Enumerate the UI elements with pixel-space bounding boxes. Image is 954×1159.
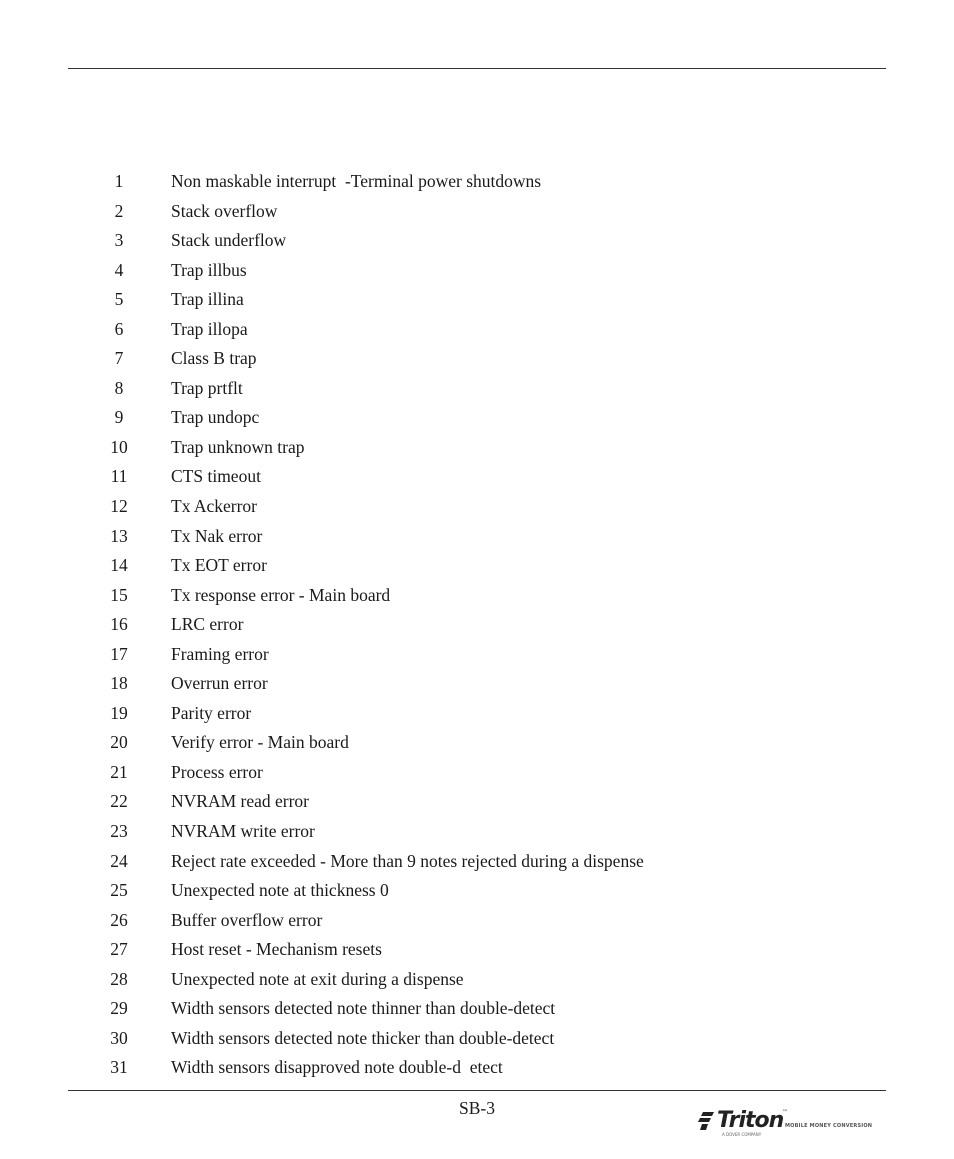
error-code-description: Width sensors disapproved note double-d etect <box>171 1057 503 1078</box>
error-code-number: 11 <box>110 466 128 487</box>
header-rule <box>68 68 886 69</box>
error-code-description: Unexpected note at thickness 0 <box>171 880 389 901</box>
error-code-number: 20 <box>110 732 128 753</box>
error-code-row <box>0 581 954 611</box>
error-code-description: Trap undopc <box>171 407 260 428</box>
error-code-number: 17 <box>110 643 128 664</box>
error-code-description: Framing error <box>171 643 269 664</box>
triton-logo-icon <box>698 1112 714 1130</box>
logo-tagline: MOBILE MONEY CONVERSION <box>785 1123 873 1129</box>
logo-wordmark: Triton <box>717 1108 784 1133</box>
error-code-row <box>0 433 954 463</box>
error-code-description: Tx Ackerror <box>171 496 258 517</box>
error-code-description: Tx response error - Main board <box>171 584 391 605</box>
error-code-row <box>0 640 954 670</box>
error-code-number: 16 <box>110 614 128 635</box>
error-code-list <box>0 167 954 1083</box>
error-code-row <box>0 374 954 404</box>
error-code-description: Verify error - Main board <box>171 732 349 753</box>
error-code-number: 18 <box>110 673 128 694</box>
error-code-row <box>0 758 954 788</box>
error-code-description: Width sensors detected note thinner than double-detect <box>171 998 556 1019</box>
error-code-row <box>0 344 954 374</box>
error-code-description: Host reset - Mechanism resets <box>171 939 382 960</box>
error-code-row <box>0 462 954 492</box>
footer-rule <box>68 1090 886 1091</box>
error-code-number: 15 <box>110 584 128 605</box>
error-code-row <box>0 315 954 345</box>
error-code-number: 10 <box>110 436 128 457</box>
error-code-number: 28 <box>110 968 128 989</box>
error-code-number: 29 <box>110 998 128 1019</box>
error-code-number: 26 <box>110 909 128 930</box>
error-code-number: 24 <box>110 850 128 871</box>
error-code-row <box>0 551 954 581</box>
error-code-row <box>0 906 954 936</box>
error-code-row <box>0 935 954 965</box>
error-code-number: 1 <box>114 171 124 191</box>
error-code-number: 8 <box>114 377 124 398</box>
error-code-description: CTS timeout <box>171 466 261 487</box>
error-code-description: Reject rate exceeded - More than 9 notes rejected during a dispense <box>171 850 644 871</box>
error-code-row <box>0 1053 954 1083</box>
error-code-row <box>0 847 954 877</box>
error-code-number: 25 <box>110 880 128 901</box>
error-code-row <box>0 787 954 817</box>
error-code-number: 7 <box>114 348 124 369</box>
error-code-description: NVRAM read error <box>171 791 310 812</box>
error-code-number: 23 <box>110 821 128 842</box>
error-code-number: 31 <box>110 1057 128 1078</box>
error-code-row <box>0 197 954 227</box>
error-code-description: Parity error <box>171 702 252 723</box>
error-code-row <box>0 610 954 640</box>
error-code-description: Unexpected note at exit during a dispense <box>171 968 464 989</box>
error-code-row <box>0 669 954 699</box>
error-code-description: Trap unknown trap <box>171 436 305 457</box>
error-code-number: 4 <box>114 259 124 280</box>
error-code-description: Stack overflow <box>171 200 278 221</box>
error-code-number: 27 <box>110 939 128 960</box>
error-code-row <box>0 965 954 995</box>
logo-trademark: ™ <box>782 1109 788 1116</box>
error-code-number: 6 <box>114 318 124 339</box>
error-code-number: 5 <box>114 289 124 310</box>
error-code-row <box>0 226 954 256</box>
error-code-description: Trap illbus <box>171 259 247 280</box>
error-code-number: 14 <box>110 555 128 576</box>
error-code-description: LRC error <box>171 614 244 635</box>
error-code-row <box>0 1024 954 1054</box>
error-code-number: 30 <box>110 1027 128 1048</box>
error-code-number: 13 <box>110 525 128 546</box>
error-code-description: Width sensors detected note thicker than double-detect <box>171 1027 555 1048</box>
error-code-row <box>0 994 954 1024</box>
error-code-description: Process error <box>171 761 263 782</box>
error-code-description: Overrun error <box>171 673 268 694</box>
error-code-row <box>0 285 954 315</box>
error-code-description: Trap illopa <box>171 318 248 339</box>
error-code-number: 21 <box>110 761 128 782</box>
error-code-description: Buffer overflow error <box>171 909 323 930</box>
error-code-row <box>0 522 954 552</box>
error-code-description: Tx Nak error <box>171 525 263 546</box>
error-code-number: 12 <box>110 496 128 517</box>
error-code-description: Trap illina <box>171 289 244 310</box>
error-code-number: 22 <box>110 791 128 812</box>
error-code-row <box>0 403 954 433</box>
error-code-row <box>0 492 954 522</box>
triton-logo <box>698 1108 873 1138</box>
error-code-description: Class B trap <box>171 348 257 369</box>
page-number: SB-3 <box>459 1098 495 1118</box>
error-code-row <box>0 817 954 847</box>
error-code-description: NVRAM write error <box>171 821 315 842</box>
error-code-row <box>0 728 954 758</box>
error-code-row <box>0 256 954 286</box>
error-code-description: Trap prtflt <box>171 377 243 398</box>
error-code-description: Non maskable interrupt -Terminal power shutdowns <box>171 171 542 191</box>
error-code-description: Stack underflow <box>171 230 287 251</box>
error-code-number: 9 <box>114 407 124 428</box>
error-code-number: 19 <box>110 702 128 723</box>
error-code-row <box>0 876 954 906</box>
error-code-number: 3 <box>114 230 124 251</box>
error-code-row <box>0 699 954 729</box>
error-code-number: 2 <box>114 200 124 221</box>
error-code-description: Tx EOT error <box>171 555 267 576</box>
error-code-row <box>0 167 954 197</box>
logo-subtext: A DOVER COMPANY <box>722 1132 762 1137</box>
